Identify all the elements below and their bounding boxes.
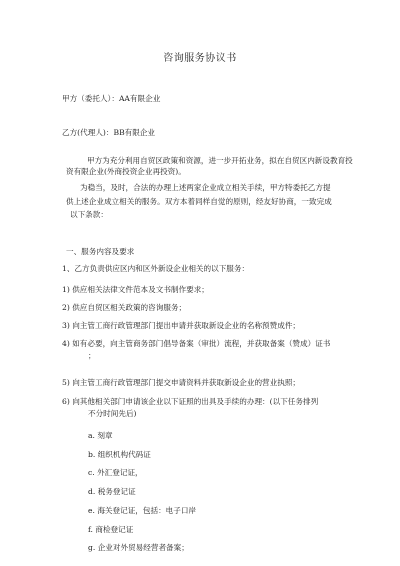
party-b-line: 乙方(代理人)：BB有限企业 [62, 128, 156, 137]
sub-item-4-line-1: 4) 如有必要，向主管商务部门倡导备案（审批）流程，并获取备案（赞成）证书 [62, 339, 331, 348]
sub-item-4-line-2: ； [88, 351, 96, 360]
paragraph-1-line-2: 资有限企业(外商投资企业再投资)。 [66, 167, 186, 176]
sub-item-3: 3) 向主管工商行政管理部门提出申请并获取新设企业的名称预赞成件； [62, 321, 301, 330]
paragraph-1-line-1: 甲方为充分利用自贸区政策和资源，进一步开拓业务，拟在自贸区内新设教育投 [87, 156, 353, 165]
list-item-d: d. 税务登记证 [88, 487, 136, 496]
party-a-line: 甲方（委托人）：AA有限企业 [62, 94, 161, 103]
item-1: 1、乙方负责供应区内和区外新设企业相关的以下服务： [62, 264, 250, 273]
section-heading-1: 一、服务内容及要求 [66, 247, 135, 256]
list-item-b: b. 组织机构代码证 [88, 450, 151, 459]
document-title: 咨询服务协议书 [163, 53, 237, 64]
list-item-g: g. 企业对外贸易经营者备案； [88, 543, 189, 552]
sub-item-2: 2) 供应自贸区相关政策的咨询服务； [62, 303, 187, 312]
list-item-a: a. 刻章 [88, 431, 113, 440]
sub-item-6-line-2: 不分时间先后) [88, 409, 137, 418]
paragraph-2-line-1: 为稳当，及时，合法的办理上述两家企业成立相关手续，甲方特委托乙方提 [80, 183, 331, 192]
sub-item-5: 5) 向主管工商行政管理部门提交申请资料并获取新设企业的营业执照； [62, 378, 301, 387]
sub-item-1: 1) 供应相关法律文件范本及文书制作要求； [62, 285, 209, 294]
list-item-e: e. 海关登记证，包括：电子口岸 [88, 506, 197, 515]
sub-item-6-line-1: 6) 向其他相关部门申请该企业以下证照的出具及手续的办理：(以下任务排列 [62, 397, 319, 406]
paragraph-2-line-3: 以下条款： [70, 210, 108, 219]
list-item-c: c. 外汇登记证， [88, 468, 143, 477]
list-item-f: f. 商检登记证 [88, 525, 134, 534]
paragraph-2-line-2: 供上述企业成立相关的服务。双方本着同样自觉的原则，经友好协商，一致完成 [66, 197, 332, 206]
